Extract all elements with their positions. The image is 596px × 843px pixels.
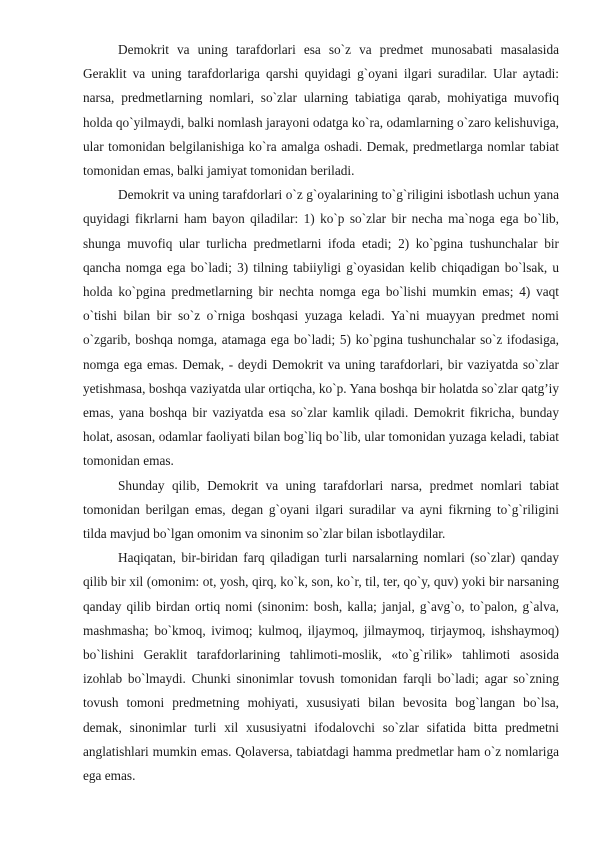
paragraph-demokrit-arguments: Demokrit va uning tarafdorlari o`z g`oyalarining to`g`riligini isbotlash uchun yana quyidagi fikrlarni ham bayon qiladilar: 1) ko`p so`zlar bir necha ma`noga ega bo`lib, shunga muvofiq ular turlicha predmetlarni ifoda etadi; 2) ko`pgina tushunchalar bir qancha nomga ega bo`ladi; 3) tilning tabiiyligi g`oyasidan kelib chiqadigan bo`lsak, u holda ko`pgina predmetlarning bir nechta nomga ega bo`lishi mumkin emas; 4) vaqt o`tishi bilan bir so`z o`rniga boshqasi yuzaga keladi. Ya`ni muayyan predmet nomi o`zgarib, boshqa nomga, atamaga ega bo`ladi; 5) ko`pgina tushunchalar so`z ifodasiga, nomga ega emas. Demak, - deydi Demokrit va uning tarafdorlari, bir vaziyatda so`zlar yetishmasa, boshqa vaziyatda ular ortiqcha, ko`p. Yana boshqa bir holatda so`zlar qatg’iy emas, yana boshqa bir vaziyatda esa so`zlar kamlik qiladi. Demokrit fikricha, bunday holat, asosan, odamlar faoliyati bilan bog`liq bo`lib, ular tomonidan yuzaga keladi, tabiat tomonidan emas.: [83, 187, 559, 469]
paragraph-demokrit-naming: Demokrit va uning tarafdorlari esa so`z va predmet munosabati masalasida Geraklit va uning tarafdorlariga qarshi quyidagi g`oyani ilgari suradilar. Ular aytadi: narsa, predmetlarning nomlari, so`zlar ularning tabiatiga qarab, mohiyatiga muvofiq holda qo`yilmaydi, balki nomlash jarayoni odatga ko`ra, odamlarning o`zaro kelishuviga, ular tomonidan belgilanishiga ko`ra amalga oshadi. Demak, predmetlarga nomlar tabiat tomonidan emas, balki jamiyat tomonidan beriladi.: [83, 42, 559, 179]
paragraph-conclusion: Shunday qilib, Demokrit va uning tarafdorlari narsa, predmet nomlari tabiat tomonidan berilgan emas, degan g`oyani ilgari suradilar va ayni fikrning to`g`riligini tilda mavjud bo`lgan omonim va sinonim so`zlar bilan isbotlaydilar.: [83, 477, 559, 542]
document-page: [83, 38, 559, 788]
paragraph-homonyms-synonyms: Haqiqatan, bir-biridan farq qiladigan turli narsalarning nomlari (so`zlar) qanday qilib bir xil (omonim: ot, yosh, qirq, ko`k, son, ko`r, til, ter, qo`y, quv) yoki bir narsaning qanday qilib birdan ortiq nomi (sinonim: bosh, kalla; janjal, g`avg`o, to`palon, g`alva, mashmasha; bo`kmoq, ivimoq; kulmoq, iljaymoq, jilmaymoq, tirjaymoq, ishshaymoq) bo`lishini Geraklit tarafdorlarining tahlimoti-moslik, «to`g`rilik» tahlimoti asosida izohlab bo`lmaydi. Chunki sinonimlar tovush tomonidan farqli bo`ladi; agar so`zning tovush tomoni predmetning mohiyati, xususiyati bilan bevosita bog`langan bo`lsa, demak, sinonimlar turli xil xususiyatni ifodalovchi so`zlar sifatida bitta predmetni anglatishlari mumkin emas. Qolaversa, tabiatdagi hamma predmetlar ham o`z nomlariga ega emas.: [83, 550, 559, 784]
